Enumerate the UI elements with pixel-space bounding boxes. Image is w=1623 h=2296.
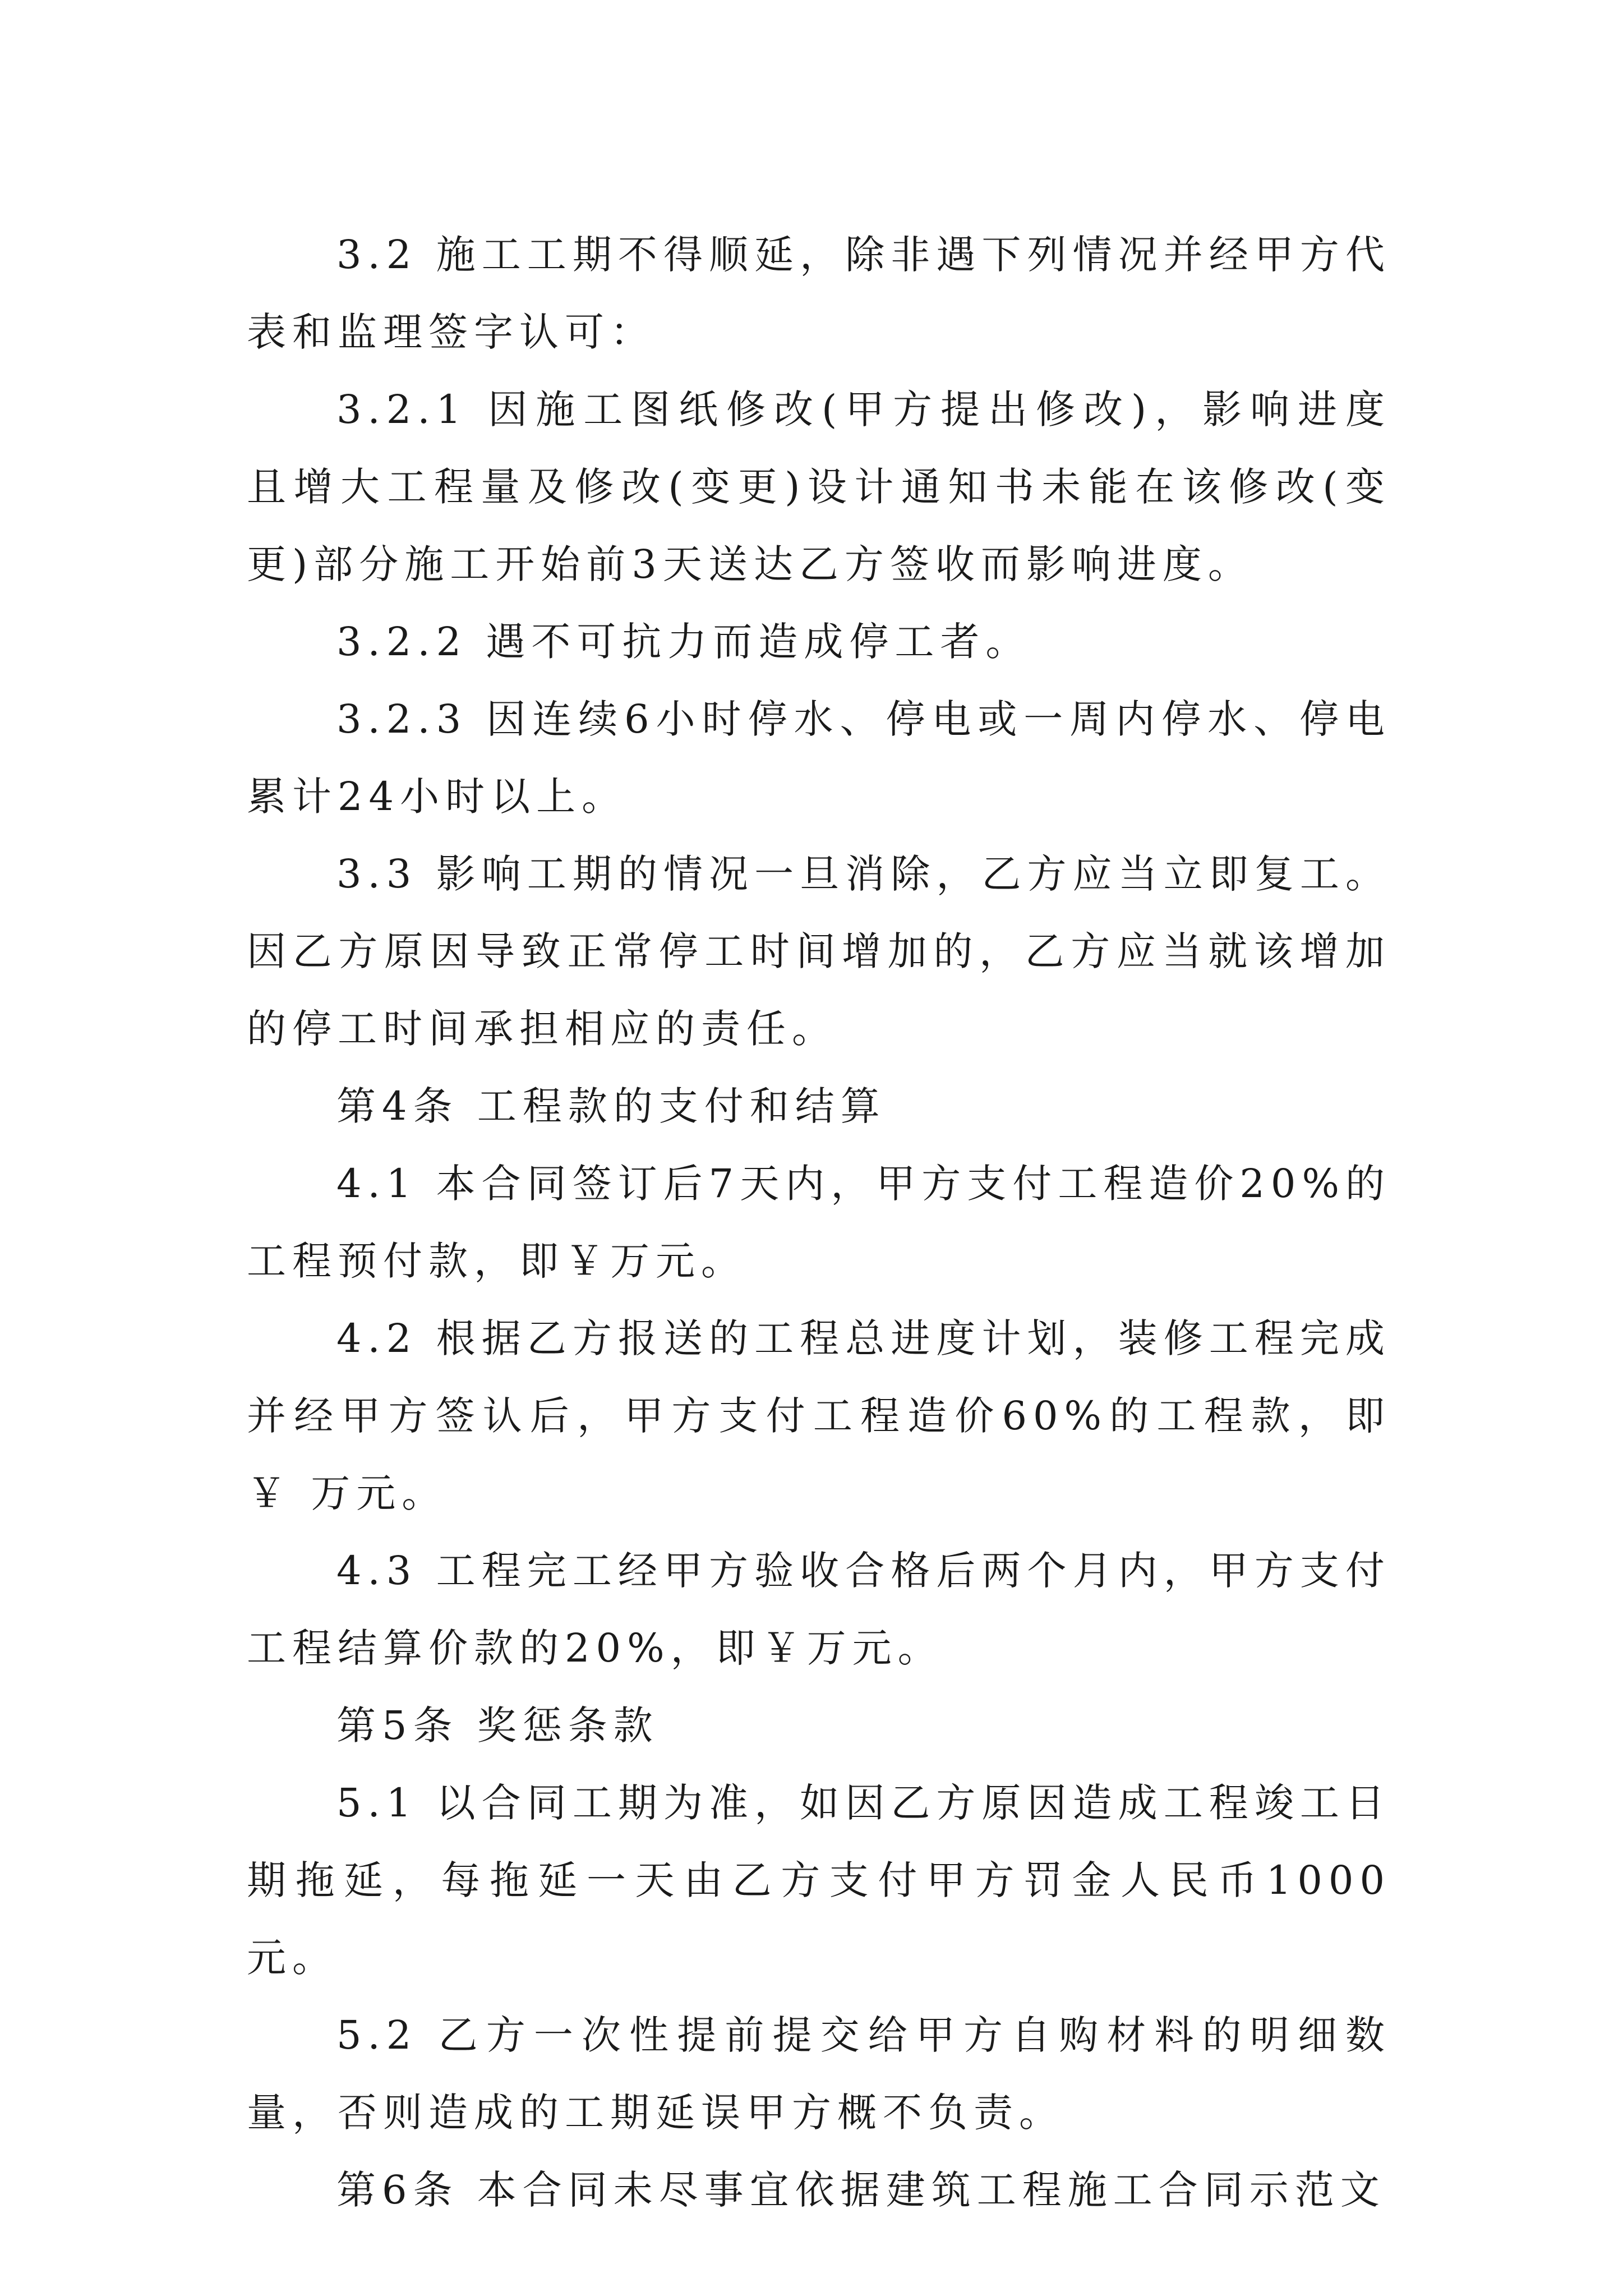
clause-3-2-2: 3.2.2 遇不可抗力而造成停工者。: [336, 619, 1031, 665]
article-5-heading: 第5条 奖惩条款: [336, 1703, 659, 1749]
clause-4-3: 4.3 工程完工经甲方验收合格后两个月内，甲方支付工程结算价款的20%，即￥万元。: [247, 1548, 1391, 1671]
clause-3-2-3: 3.2.3 因连续6小时停水、停电或一周内停水、停电累计24小时以上。: [247, 696, 1391, 820]
clause-3-2: 3.2 施工工期不得顺延，除非遇下列情况并经甲方代表和监理签字认可：: [247, 232, 1391, 355]
clause-4-2: 4.2 根据乙方报送的工程总进度计划，装修工程完成并经甲方签认后，甲方支付工程造价60%的工程款，即￥ 万元。: [247, 1315, 1391, 1516]
article-4-heading: 第4条 工程款的支付和结算: [336, 1083, 886, 1129]
clause-3-2-1: 3.2.1 因施工图纸修改(甲方提出修改)，影响进度且增大工程量及修改(变更)设计通知书未能在该修改(变更)部分施工开始前3天送达乙方签收而影响进度。: [247, 386, 1391, 587]
clause-3-3: 3.3 影响工期的情况一旦消除，乙方应当立即复工。因乙方原因导致正常停工时间增加的，乙方应当就该增加的停工时间承担相应的责任。: [247, 851, 1391, 1052]
contract-body: [247, 216, 1391, 2229]
article-6-heading: 第6条 本合同未尽事宜依据建筑工程施工合同示范文: [336, 2167, 1386, 2213]
clause-5-1: 5.1 以合同工期为准，如因乙方原因造成工程竣工日期拖延，每拖延一天由乙方支付甲方罚金人民币1000元。: [247, 1780, 1391, 1981]
clause-5-2: 5.2 乙方一次性提前提交给甲方自购材料的明细数量，否则造成的工期延误甲方概不负责。: [247, 2012, 1391, 2136]
clause-4-1: 4.1 本合同签订后7天内，甲方支付工程造价20%的工程预付款，即￥万元。: [247, 1161, 1391, 1284]
